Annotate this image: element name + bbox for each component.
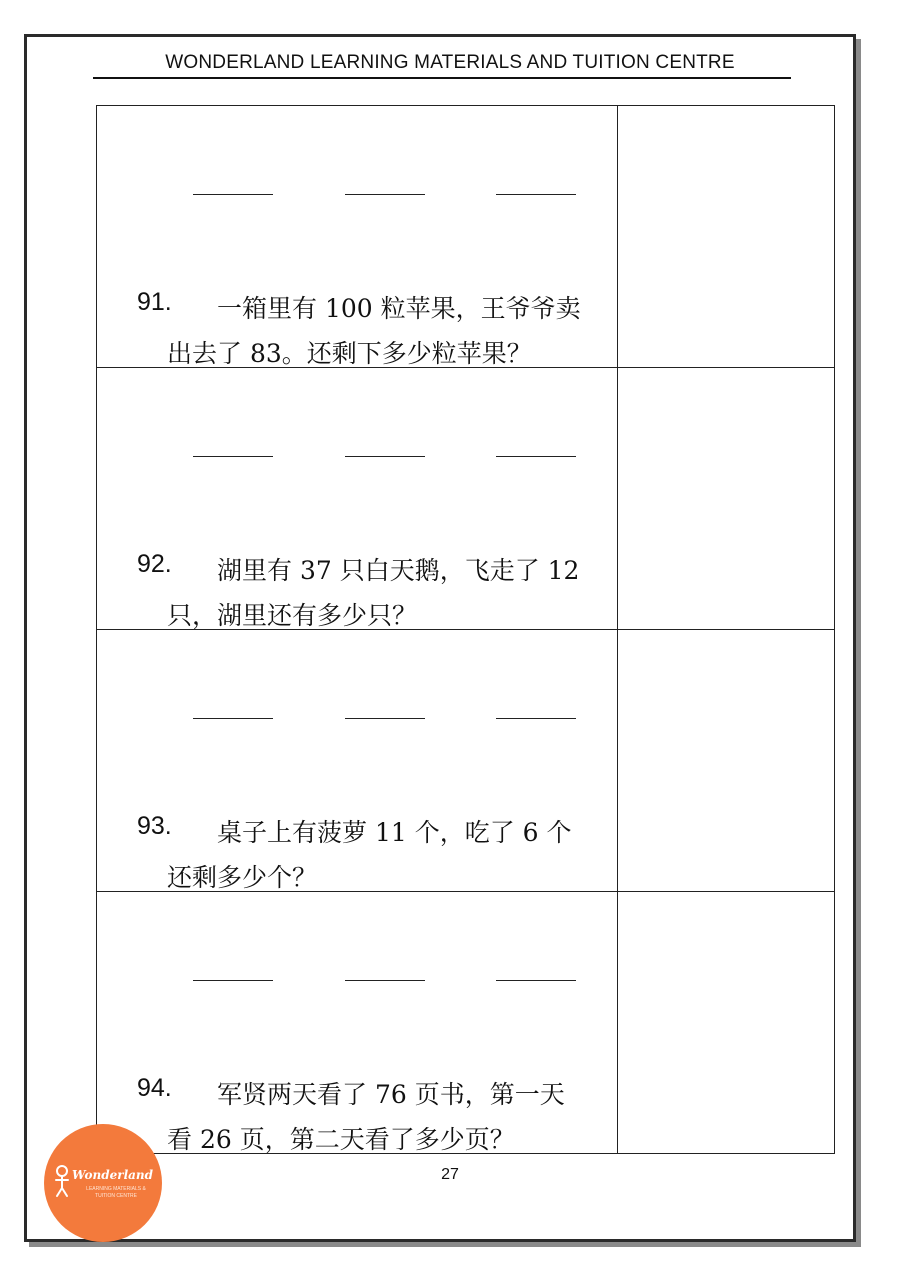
working-space-cell[interactable] [618, 892, 834, 1154]
answer-blank[interactable] [496, 980, 576, 981]
wonderland-logo [44, 1124, 162, 1242]
mascot-icon [52, 1164, 72, 1198]
answer-blank[interactable] [345, 456, 425, 457]
question-text-line1: 一箱里有 100 粒苹果，王爷爷卖 [217, 294, 581, 323]
question-row-93 [97, 630, 834, 892]
answer-blank[interactable] [345, 718, 425, 719]
question-text-line2: 只，湖里还有多少只？ [167, 601, 418, 630]
answer-blank[interactable] [193, 718, 273, 719]
working-space-cell[interactable] [618, 106, 834, 367]
page-number: 27 [441, 1166, 459, 1183]
question-text-line2: 还剩多少个？ [167, 863, 318, 892]
question-number: 91. [137, 288, 172, 316]
question-number: 94. [137, 1074, 172, 1102]
question-number: 92. [137, 550, 172, 578]
question-text-line1: 湖里有 37 只白天鹅，飞走了 12 [217, 556, 580, 585]
question-text-line2: 出去了 83。还剩下多少粒苹果？ [167, 339, 532, 368]
question-row-91 [97, 106, 834, 368]
working-space-cell[interactable] [618, 368, 834, 629]
header-rule [93, 77, 791, 79]
header-title: WONDERLAND LEARNING MATERIALS AND TUITION CENTRE [165, 52, 735, 73]
logo-subtitle: TUITION CENTRE [95, 1193, 137, 1199]
answer-blank[interactable] [345, 980, 425, 981]
logo-subtitle: LEARNING MATERIALS & [86, 1186, 146, 1192]
question-cell [97, 368, 618, 629]
question-text [167, 286, 607, 376]
answer-blank[interactable] [345, 194, 425, 195]
answer-blank[interactable] [193, 980, 273, 981]
question-text [167, 548, 607, 638]
answer-blank[interactable] [496, 194, 576, 195]
question-text-line2: 看 26 页，第二天看了多少页？ [167, 1125, 515, 1154]
working-space-cell[interactable] [618, 630, 834, 891]
answer-blank[interactable] [193, 194, 273, 195]
question-text-line1: 桌子上有菠萝 11 个，吃了 6 个 [217, 818, 572, 847]
answer-blank[interactable] [193, 456, 273, 457]
question-row-94 [97, 892, 834, 1154]
question-cell [97, 106, 618, 367]
answer-blank[interactable] [496, 456, 576, 457]
answer-blank[interactable] [496, 718, 576, 719]
question-text-line1: 军贤两天看了 76 页书，第一天 [217, 1080, 565, 1109]
question-cell [97, 630, 618, 891]
logo-name: Wonderland [72, 1168, 154, 1182]
worksheet-table [96, 105, 835, 1154]
question-text [167, 1072, 607, 1162]
question-cell [97, 892, 618, 1154]
question-text [167, 810, 607, 900]
question-row-92 [97, 368, 834, 630]
question-number: 93. [137, 812, 172, 840]
